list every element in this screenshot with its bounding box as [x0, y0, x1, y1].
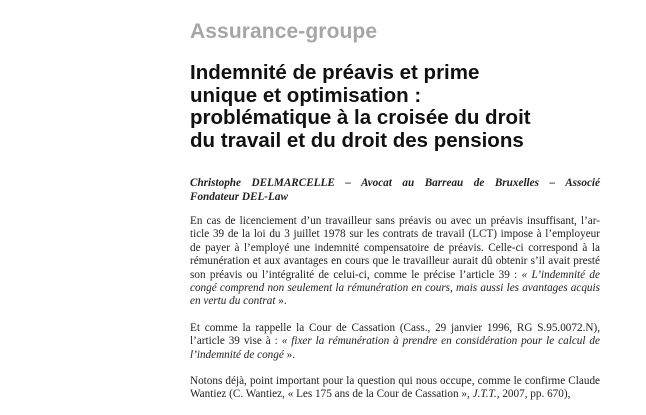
body-text: l’article 39 vise à :: [190, 335, 282, 348]
body-line: En cas de licenciement d’un travailleur sans préavis ou avec un préavis insuffisant, l’ar-: [190, 215, 600, 227]
body-line: Notons déjà, point important pour la question qui nous occupe, comme le confirme Claude: [190, 375, 600, 388]
body-line: rémunération et aux avantages en cours que le travailleur aurait dû obtenir s’il avait presté: [190, 255, 600, 268]
body-text: son préavis ou l’intégralité de celui-ci, comme le précise l’article 39 :: [190, 268, 522, 281]
quote-text: « L’indemnité de: [521, 268, 600, 281]
article-title: [190, 62, 610, 152]
title-line: unique et optimisation :: [190, 83, 422, 107]
paragraph-2: [190, 322, 600, 362]
body-line: [190, 282, 600, 295]
body-line: [190, 335, 600, 348]
article-body: [190, 215, 600, 415]
section-rubric: Assurance-groupe: [190, 20, 378, 43]
quote-text: en vertu du contrat: [190, 295, 276, 308]
author-line: Christophe DELMARCELLE – Avocat au Barreau de Bruxelles – Associé: [190, 177, 600, 189]
body-text: »,: [458, 388, 473, 401]
body-text: ».: [283, 348, 296, 361]
title-line: problématique à la croisée du droit: [190, 106, 531, 129]
author-byline: [190, 176, 600, 204]
quote-text: congé comprend non seulement la rémunération en cours, mais aussi les avantages acquis: [190, 282, 600, 295]
body-line: [190, 269, 600, 282]
title-line: Indemnité de préavis et prime: [190, 61, 480, 84]
body-text: , 2007, pp. 670),: [496, 388, 571, 401]
body-line: [190, 349, 600, 362]
body-line: ticle 39 de la loi du 3 juillet 1978 sur les contrats de travail (LCT) impose à l’employeur: [190, 228, 600, 241]
body-line: Et comme la rappelle la Cour de Cassation (Cass., 29 janvier 1996, RG S.95.0072.N),: [190, 321, 600, 334]
quote-text: l’indemnité de congé: [190, 348, 284, 361]
paragraph-1: [190, 215, 600, 309]
body-text: Wantiez (C. Wantiez, « Les 175 ans de la Cour de Cassation: [190, 388, 459, 401]
quote-text: « fixer la rémunération à prendre en considération pour le calcul de: [281, 335, 600, 348]
title-line: du travail et du droit des pensions: [190, 128, 524, 152]
author-line: Fondateur DEL-Law: [190, 191, 288, 203]
body-line: de payer à l’employé une indemnité compensatoire de préavis. Celle-ci correspond à la: [190, 241, 600, 254]
citation-text: J.T.T.: [472, 388, 497, 401]
body-line: [190, 295, 600, 308]
body-text: ».: [275, 295, 287, 308]
paragraph-3: [190, 375, 600, 402]
